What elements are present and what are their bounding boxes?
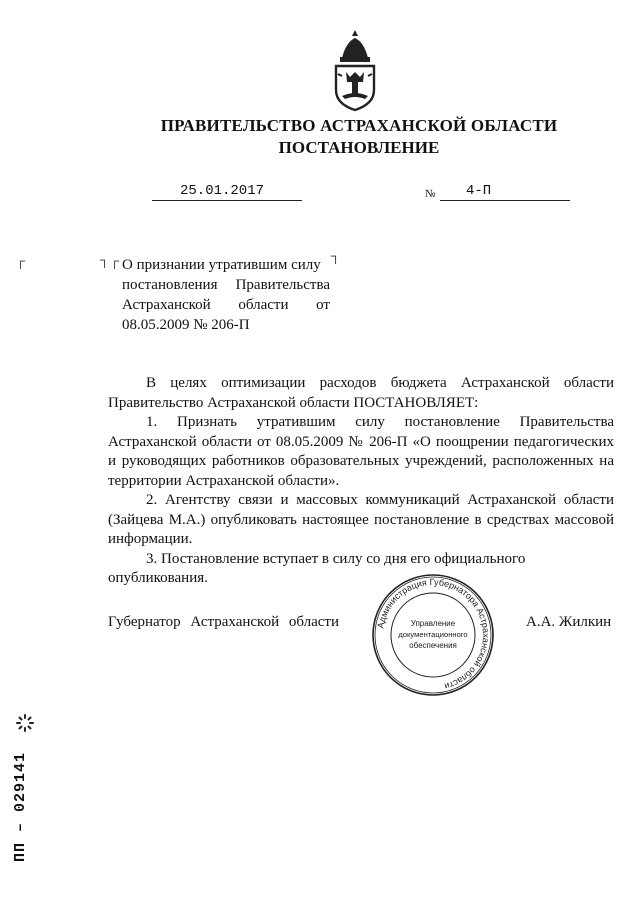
clause-2: 2. Агентству связи и массовых коммуникаций Астраханской области (Зайцева М.А.) опубликовать настоящее постановление в средствах массовой информации. bbox=[108, 492, 614, 547]
corner-mark-right: ┐ bbox=[331, 248, 341, 263]
corner-mark-open: ┌ bbox=[110, 253, 120, 268]
document-number: 4-П bbox=[466, 183, 492, 199]
official-stamp bbox=[370, 572, 496, 698]
document-type: ПОСТАНОВЛЕНИЕ bbox=[278, 138, 440, 157]
corner-mark-bracket: ┐ bbox=[100, 252, 110, 267]
clause-1: 1. Признать утратившим силу постановление Правительства Астраханской области от 08.05.2009 № 206-П «О поощрении педагогических и руководящих работников образовательных учреждений, расположенных на территории Астраханской области». bbox=[108, 414, 614, 489]
subject-line: постановления Правительства bbox=[122, 277, 330, 293]
corner-mark-left: ┌ bbox=[16, 253, 26, 268]
document-body bbox=[108, 374, 614, 589]
intro-paragraph: В целях оптимизации расходов бюджета Астраханской области Правительство Астраханской области ПОСТАНОВЛЯЕТ: bbox=[108, 375, 614, 411]
authority-title: ПРАВИТЕЛЬСТВО АСТРАХАНСКОЙ ОБЛАСТИ bbox=[160, 116, 558, 135]
signatory-position: Губернатор Астраханской области bbox=[108, 614, 340, 630]
subject-line: О признании утратившим силу bbox=[122, 257, 321, 273]
subject-line: 08.05.2009 № 206-П bbox=[122, 317, 250, 333]
astrakhan-coat-of-arms-icon bbox=[328, 28, 382, 112]
stamp-center-line: документационного bbox=[398, 630, 468, 639]
clause-3: 3. Постановление вступает в силу со дня его официального опубликования. bbox=[108, 550, 526, 586]
signatory-name: А.А. Жилкин bbox=[526, 614, 612, 630]
asterisk-mark-icon bbox=[14, 712, 36, 734]
number-underline bbox=[440, 184, 570, 201]
number-sign: № bbox=[425, 188, 436, 200]
stamp-center-line: Управление bbox=[410, 619, 456, 628]
serial-number: ПП – 029141 bbox=[12, 751, 29, 862]
document-date: 25.01.2017 bbox=[180, 183, 265, 199]
document-subject bbox=[122, 255, 330, 335]
stamp-ring-text: Администрация Губернатора Астраханской области bbox=[375, 576, 492, 692]
stamp-center-line: обеспечения bbox=[409, 641, 457, 650]
subject-line: Астраханской области от bbox=[122, 297, 330, 313]
